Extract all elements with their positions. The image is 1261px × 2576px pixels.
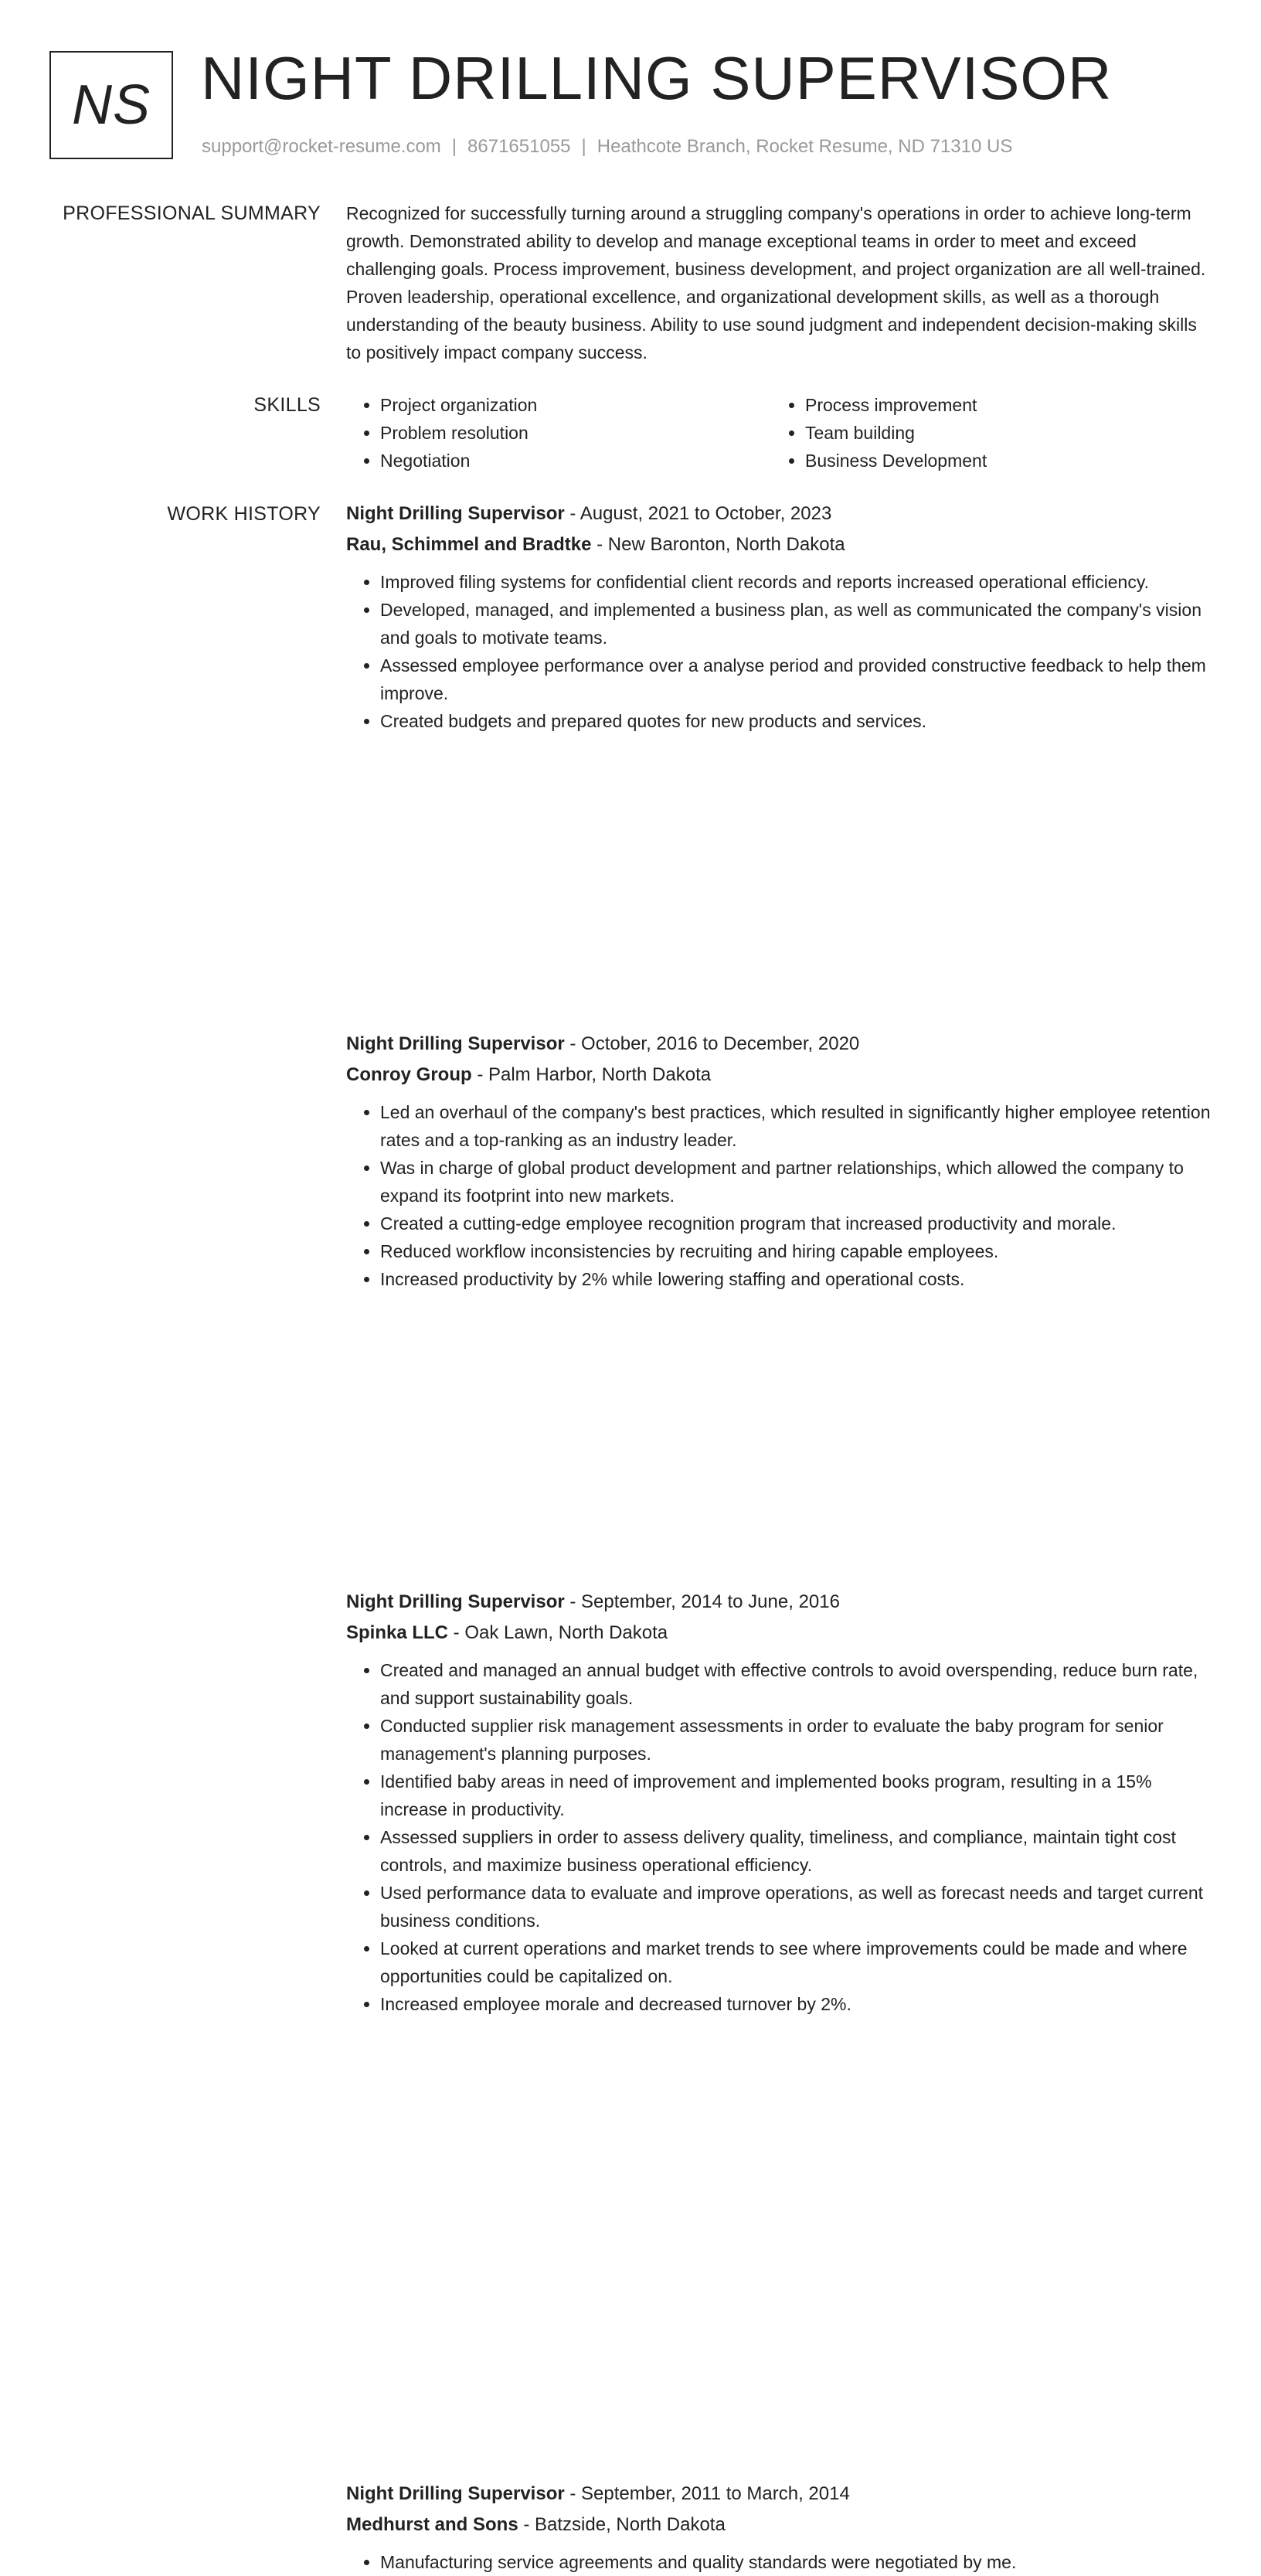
job-company-line — [346, 2510, 1212, 2540]
job-bullet: • Assessed employee performance over a analyse period and provided constructive feedback to help them improve. — [380, 652, 1212, 707]
job-location: Batzside, North Dakota — [535, 2514, 726, 2535]
job-dates: October, 2016 to December, 2020 — [581, 1033, 860, 1054]
job-location: Oak Lawn, North Dakota — [464, 1622, 668, 1643]
job-bullets — [346, 568, 1212, 735]
skill-item: • Team building — [805, 419, 1196, 447]
job-bullets — [346, 1656, 1212, 2018]
dash: - — [564, 1033, 582, 1054]
contact-address: Heathcote Branch, Rocket Resume, ND 71310 US — [597, 136, 1013, 157]
job-bullet: • Was in charge of global product development and partner relationships, which allowed the company to expand its footprint into new markets. — [380, 1154, 1212, 1210]
contact-phone: 8671651055 — [467, 136, 571, 157]
dash: - — [564, 2483, 582, 2504]
section-label-work-history: WORK HISTORY — [167, 503, 321, 525]
skills-list-left — [346, 391, 771, 475]
dash: - — [564, 1591, 582, 1612]
job-company-line — [346, 1618, 1212, 1649]
work-history-section — [0, 503, 1261, 2572]
monogram-box — [49, 51, 173, 159]
job-bullets — [346, 1098, 1212, 1293]
job-bullet: • Used performance data to evaluate and improve operations, as well as forecast needs and target current business conditions. — [380, 1879, 1212, 1935]
job-bullet: • Led an overhaul of the company's best practices, which resulted in significantly higher employee retention rates and a top-ranking as an industry leader. — [380, 1098, 1212, 1154]
job-bullets — [346, 2548, 1212, 2576]
contact-separator: | — [581, 136, 586, 157]
job-company: Spinka LLC — [346, 1622, 449, 1643]
skill-item: • Problem resolution — [380, 419, 771, 447]
contact-separator: | — [451, 136, 457, 157]
job-bullet: • Created and managed an annual budget with effective controls to avoid overspending, reduce burn rate, and support sustainability goals. — [380, 1656, 1212, 1712]
job-company-line — [346, 1060, 1212, 1091]
dash: - — [564, 503, 580, 524]
job-dates: September, 2014 to June, 2016 — [581, 1591, 840, 1612]
job-bullet: • Reduced workflow inconsistencies by recruiting and hiring capable employees. — [380, 1237, 1212, 1265]
job-bullet: • Increased productivity by 2% while lowering staffing and operational costs. — [380, 1265, 1212, 1293]
job-entry — [346, 499, 1212, 735]
job-bullet: • Developed, managed, and implemented a business plan, as well as communicated the company's vision and goals to motivate teams. — [380, 596, 1212, 652]
contact-email: support@rocket-resume.com — [202, 136, 441, 157]
section-label-summary: PROFESSIONAL SUMMARY — [63, 202, 321, 224]
skill-item: • Business Development — [805, 447, 1196, 475]
summary-text: Recognized for successfully turning around a struggling company's operations in order to achieve long-term growth. Demonstrated ability to develop and manage exceptional teams in order to meet and exceed challenging goals. Process improvement, business development, and project organization are all well-trained. Proven leadership, operational excellence, and organizational development skills, as well as a thorough understanding of the beauty business. Ability to use sound judgment and independent decision-making skills to positively impact company success. — [346, 203, 1206, 362]
job-bullet: • Manufacturing service agreements and quality standards were negotiated by me. — [380, 2548, 1212, 2576]
skill-item: • Negotiation — [380, 447, 771, 475]
skills-list-right — [771, 391, 1196, 475]
job-company: Medhurst and Sons — [346, 2514, 518, 2535]
job-entry — [346, 1029, 1212, 1293]
skill-item: • Project organization — [380, 391, 771, 419]
job-bullet: • Assessed suppliers in order to assess delivery quality, timeliness, and compliance, maintain tight cost controls, and maximize business operational efficiency. — [380, 1823, 1212, 1879]
dash: - — [591, 534, 608, 555]
contact-line — [202, 136, 1012, 158]
monogram-initials: NS — [71, 74, 151, 136]
job-location: Palm Harbor, North Dakota — [488, 1064, 712, 1085]
job-company: Rau, Schimmel and Bradtke — [346, 534, 592, 555]
job-bullet: • Created budgets and prepared quotes for new products and services. — [380, 707, 1212, 735]
skill-item: • Process improvement — [805, 391, 1196, 419]
job-bullet: • Increased employee morale and decreased turnover by 2%. — [380, 1990, 1212, 2018]
job-title-line — [346, 499, 1212, 529]
job-company: Conroy Group — [346, 1064, 472, 1085]
job-bullet: • Conducted supplier risk management assessments in order to evaluate the baby program for senior management's planning purposes. — [380, 1712, 1212, 1768]
job-title-line — [346, 1029, 1212, 1060]
job-entry — [346, 1587, 1212, 2018]
job-dates: September, 2011 to March, 2014 — [581, 2483, 850, 2504]
job-title-line — [346, 2479, 1212, 2510]
job-title-line — [346, 1587, 1212, 1618]
job-entry — [346, 2479, 1212, 2576]
job-company-line — [346, 529, 1212, 560]
job-bullet: • Looked at current operations and market trends to see where improvements could be made and where opportunities could be capitalized on. — [380, 1935, 1212, 1990]
job-bullet: • Created a cutting-edge employee recognition program that increased productivity and morale. — [380, 1210, 1212, 1237]
job-location: New Baronton, North Dakota — [607, 534, 845, 555]
job-title: Night Drilling Supervisor — [346, 1591, 565, 1612]
job-title: Night Drilling Supervisor — [346, 503, 565, 524]
job-title: Night Drilling Supervisor — [346, 1033, 565, 1054]
job-title: Night Drilling Supervisor — [346, 2483, 565, 2504]
dash: - — [471, 1064, 488, 1085]
dash: - — [448, 1622, 465, 1643]
job-bullet: • Identified baby areas in need of improvement and implemented books program, resulting in a 15% increase in productivity. — [380, 1768, 1212, 1823]
resume-name-title: NIGHT DRILLING SUPERVISOR — [201, 44, 1113, 112]
section-label-skills: SKILLS — [253, 394, 321, 416]
skills-grid — [346, 391, 1212, 475]
job-bullet: • Improved filing systems for confidential client records and reports increased operational efficiency. — [380, 568, 1212, 596]
job-dates: August, 2021 to October, 2023 — [580, 503, 832, 524]
dash: - — [518, 2514, 535, 2535]
